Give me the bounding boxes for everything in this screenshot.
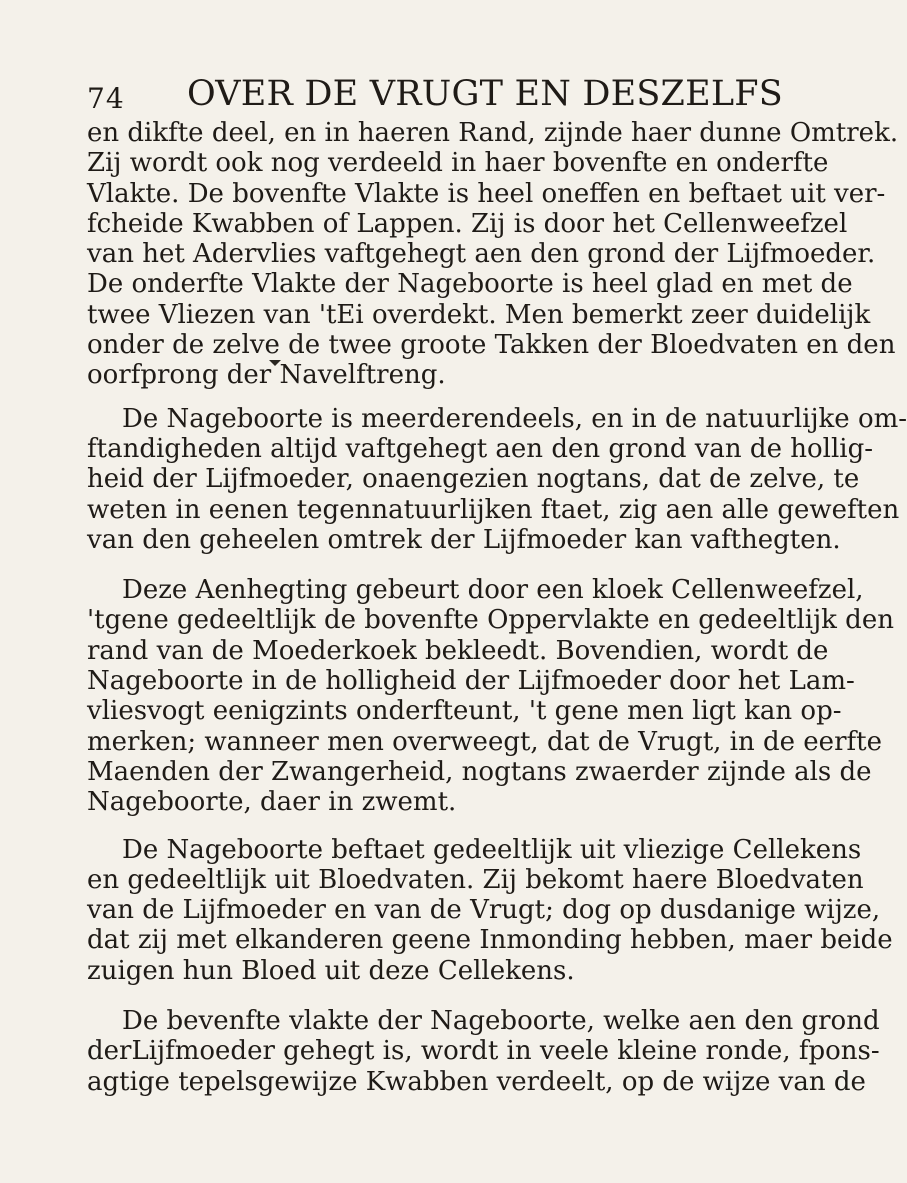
text-line: weten in eenen tegennatuurlijken ftaet, zig aen alle geweften (87, 494, 900, 525)
text-line: van het Adervlies vaftgehegt aen den grond der Lijfmoeder. (87, 239, 876, 270)
text-line: Vlakte. De bovenfte Vlakte is heel oneffen en beftaet uit ver- (87, 178, 886, 209)
text-line: Deze Aenhegting gebeurt door een kloek Cellenweefzel, (122, 575, 864, 606)
text-line: De bevenfte vlakte der Nageboorte, welke aen den grond (122, 1006, 880, 1037)
text-line: Zij wordt ook nog verdeeld in haer bovenfte en onderfte (87, 148, 829, 179)
text-line: De Nageboorte is meerderendeels, en in de natuurlijke om- (122, 403, 907, 434)
body-text (87, 118, 907, 1097)
text-line: onder de zelve de twee groote Takken der Bloedvaten en den (87, 330, 896, 361)
paragraph-1 (87, 118, 899, 391)
text-line: zuigen hun Bloed uit deze Cellekens. (87, 955, 575, 986)
paragraph-gap (87, 986, 769, 1006)
text-line: De onderfte Vlakte der Nageboorte is heel glad en met de (87, 269, 853, 300)
text-line: twee Vliezen van 'tEi overdekt. Men bemerkt zeer duidelijk (87, 299, 871, 330)
text-line: oorfprong der Navelftreng. (87, 360, 446, 391)
paragraph-gap (87, 391, 769, 404)
running-title: OVER DE VRUGT EN DESZELFS (187, 74, 783, 114)
paragraph-3 (87, 575, 894, 818)
text-line: ftandigheden altijd vaftgehegt aen den grond van de hollig- (87, 433, 874, 464)
text-line: vliesvogt eenigzints onderfteunt, 't gene men ligt kan op- (87, 696, 842, 727)
text-line: Maenden der Zwangerheid, nogtans zwaerder zijnde als de (87, 756, 872, 787)
paragraph-gap (87, 818, 769, 835)
text-line: van de Lijfmoeder en van de Vrugt; dog op dusdanige wijze, (87, 895, 881, 926)
text-line: van den geheelen omtrek der Lijfmoeder kan vafthegten. (87, 524, 841, 555)
paragraph-4 (87, 834, 893, 986)
text-line: merken; wanneer men overweegt, dat de Vrugt, in de eerfte (87, 726, 882, 757)
paragraph-5 (87, 1006, 880, 1097)
paragraph-gap (87, 555, 769, 575)
text-line: fcheide Kwabben of Lappen. Zij is door het Cellenweefzel (87, 208, 848, 239)
paragraph-2 (87, 403, 907, 555)
text-line: rand van de Moederkoek bekleedt. Bovendien, wordt de (87, 635, 829, 666)
page-header (87, 74, 783, 122)
text-line: Nageboorte in de holligheid der Lijfmoeder door het Lam- (87, 666, 855, 697)
text-line: 'tgene gedeeltlijk de bovenfte Oppervlakte en gedeeltlijk den (87, 605, 894, 636)
text-line: Nageboorte, daer in zwemt. (87, 787, 457, 818)
text-line: dat zij met elkanderen geene Inmonding hebben, maer beide (87, 925, 893, 956)
text-line: en dikfte deel, en in haeren Rand, zijnde haer dunne Omtrek. (87, 118, 899, 148)
text-line: agtige tepelsgewijze Kwabben verdeelt, op de wijze van de (87, 1066, 866, 1097)
text-line: De Nageboorte beftaet gedeeltlijk uit vliezige Cellekens (122, 834, 862, 865)
text-line: heid der Lijfmoeder, onaengezien nogtans, dat de zelve, te (87, 464, 860, 495)
page-number: 74 (87, 82, 125, 115)
text-line: derLijfmoeder gehegt is, wordt in veele kleine ronde, fpons- (87, 1036, 880, 1067)
text-line: en gedeeltlijk uit Bloedvaten. Zij bekomt haere Bloedvaten (87, 864, 864, 895)
